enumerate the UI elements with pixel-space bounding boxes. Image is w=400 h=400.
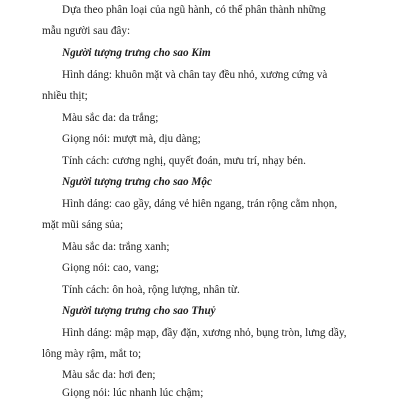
moc-personality: Tính cách: ôn hoà, rộng lượng, nhân từ. [62, 284, 240, 296]
thuy-voice: Giọng nói: lúc nhanh lúc chậm; [62, 387, 204, 399]
moc-shape-line-1: Hình dáng: cao gầy, dáng vẻ hiên ngang, trán rộng cằm nhọn, [62, 198, 338, 210]
section-heading-moc: Người tượng trưng cho sao Mộc [62, 176, 212, 188]
thuy-shape-line-1: Hình dáng: mập mạp, đầy đặn, xương nhỏ, bụng tròn, lưng dầy, [62, 327, 347, 339]
moc-skin-color: Màu sắc da: trắng xanh; [62, 241, 170, 253]
section-heading-kim: Người tượng trưng cho sao Kim [62, 47, 211, 59]
kim-voice: Giọng nói: mượt mà, dịu dàng; [62, 133, 201, 145]
kim-shape-line-1: Hình dáng: khuôn mặt và chân tay đều nhỏ, xương cứng và [62, 69, 328, 81]
moc-voice: Giọng nói: cao, vang; [62, 262, 159, 274]
paragraph-intro-line-1: Dựa theo phân loại của ngũ hành, có thể phân thành những [62, 4, 326, 16]
paragraph-intro-line-2: mẫu người sau đây: [42, 25, 131, 37]
thuy-skin-color: Màu sắc da: hơi đen; [62, 369, 156, 381]
section-heading-thuy: Người tượng trưng cho sao Thuỷ [62, 305, 216, 317]
thuy-shape-line-2: lông mày rậm, mắt to; [42, 348, 142, 360]
kim-skin-color: Màu sắc da: da trắng; [62, 112, 159, 124]
kim-shape-line-2: nhiều thịt; [42, 90, 88, 102]
kim-personality: Tính cách: cương nghị, quyết đoán, mưu trí, nhạy bén. [62, 155, 306, 167]
moc-shape-line-2: mặt mũi sáng sủa; [42, 219, 124, 231]
